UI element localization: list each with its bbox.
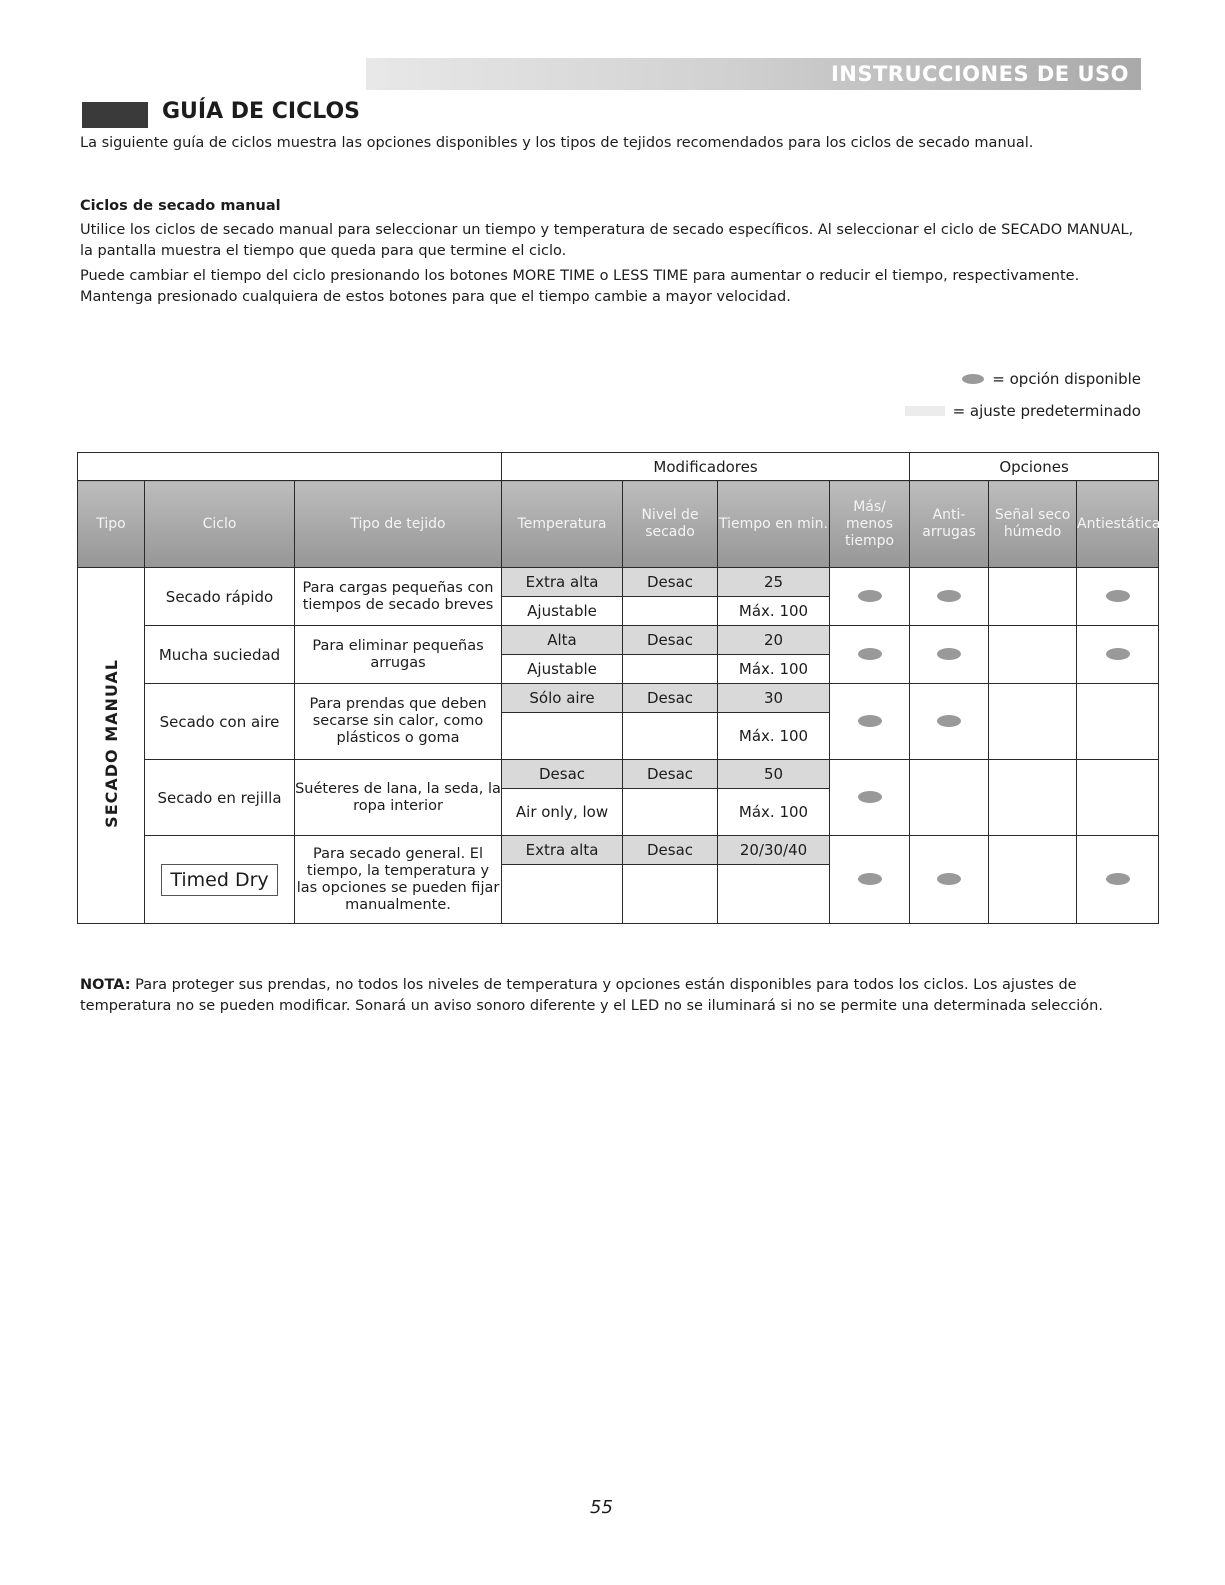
title-marker-block bbox=[82, 102, 148, 128]
legend-default-label: = ajuste predeterminado bbox=[952, 402, 1141, 420]
time-range: Máx. 100 bbox=[718, 597, 830, 626]
time-range: Máx. 100 bbox=[718, 655, 830, 684]
more-less-time-cell bbox=[830, 760, 910, 836]
default-shade-icon bbox=[905, 406, 945, 416]
available-dot-icon bbox=[937, 873, 961, 885]
header-anti-arrugas: Anti-arrugas bbox=[910, 481, 989, 568]
column-header-row bbox=[78, 481, 1159, 568]
time-range bbox=[718, 865, 830, 924]
table-row bbox=[78, 568, 1159, 597]
section-header-text: INSTRUCCIONES DE USO bbox=[830, 62, 1129, 86]
time-default: 20/30/40 bbox=[718, 836, 830, 865]
temperature-range bbox=[502, 713, 623, 760]
legend-available bbox=[962, 370, 1141, 388]
time-default: 20 bbox=[718, 626, 830, 655]
dry-level-default: Desac bbox=[623, 760, 718, 789]
cycle-name-cell bbox=[145, 836, 295, 924]
table-row bbox=[78, 836, 1159, 865]
tipo-label: SECADO MANUAL bbox=[101, 659, 121, 828]
more-less-time-cell bbox=[830, 626, 910, 684]
fabric-description: Para cargas pequeñas con tiempos de secado breves bbox=[295, 568, 502, 626]
temperature-default: Desac bbox=[502, 760, 623, 789]
more-less-time-cell bbox=[830, 836, 910, 924]
cycle-name: Mucha suciedad bbox=[145, 626, 295, 684]
fabric-description: Para secado general. El tiempo, la temperatura y las opciones se pueden fijar manualmente. bbox=[295, 836, 502, 924]
page-number: 55 bbox=[590, 1497, 613, 1518]
table-row bbox=[78, 626, 1159, 655]
time-default: 25 bbox=[718, 568, 830, 597]
wrinkle-guard-cell bbox=[910, 568, 989, 626]
legend-default bbox=[905, 402, 1141, 420]
dry-level-range bbox=[623, 655, 718, 684]
dry-level-range bbox=[623, 789, 718, 836]
header-senal-seco-humedo: Señal seco húmedo bbox=[989, 481, 1077, 568]
damp-signal-cell bbox=[989, 760, 1077, 836]
temperature-default: Extra alta bbox=[502, 568, 623, 597]
damp-signal-cell bbox=[989, 684, 1077, 760]
fabric-description: Para eliminar pequeñas arrugas bbox=[295, 626, 502, 684]
group-opciones: Opciones bbox=[910, 453, 1159, 481]
header-temperatura: Temperatura bbox=[502, 481, 623, 568]
available-dot-icon bbox=[858, 648, 882, 660]
time-default: 30 bbox=[718, 684, 830, 713]
available-dot-icon bbox=[937, 715, 961, 727]
timed-dry-label: Timed Dry bbox=[161, 864, 277, 896]
group-empty-cell bbox=[78, 453, 502, 481]
header-tipo-de-tejido: Tipo de tejido bbox=[295, 481, 502, 568]
intro-text: La siguiente guía de ciclos muestra las opciones disponibles y los tipos de tejidos recomendados para los ciclos de secado manual. bbox=[80, 135, 1034, 151]
note-label: NOTA: bbox=[80, 977, 131, 993]
note-paragraph bbox=[80, 975, 1160, 1017]
anti-static-cell bbox=[1077, 568, 1159, 626]
temperature-default: Sólo aire bbox=[502, 684, 623, 713]
available-dot-icon bbox=[858, 791, 882, 803]
temperature-range: Ajustable bbox=[502, 597, 623, 626]
cycle-name: Secado rápido bbox=[145, 568, 295, 626]
fabric-description: Suéteres de lana, la seda, la ropa interior bbox=[295, 760, 502, 836]
manual-cycles-paragraph-1: Utilice los ciclos de secado manual para seleccionar un tiempo y temperatura de secado específicos. Al seleccionar el ciclo de SECADO MANUAL, la pantalla muestra el tiempo que queda para que termine el ciclo. bbox=[80, 222, 1134, 259]
available-dot-icon bbox=[1106, 648, 1130, 660]
header-ciclo: Ciclo bbox=[145, 481, 295, 568]
dry-level-default: Desac bbox=[623, 626, 718, 655]
manual-cycles-paragraph-2: Puede cambiar el tiempo del ciclo presionando los botones MORE TIME o LESS TIME para aumentar o reducir el tiempo, respectivamente. Mantenga presionado cualquiera de estos botones para que el tiempo cambie a mayor velocidad. bbox=[80, 268, 1080, 305]
anti-static-cell bbox=[1077, 626, 1159, 684]
header-tiempo: Tiempo en min. bbox=[718, 481, 830, 568]
dry-level-default: Desac bbox=[623, 684, 718, 713]
header-mas-menos-tiempo: Más/ menos tiempo bbox=[830, 481, 910, 568]
dry-level-range bbox=[623, 713, 718, 760]
wrinkle-guard-cell bbox=[910, 626, 989, 684]
page-title: GUÍA DE CICLOS bbox=[162, 99, 360, 124]
cycle-name: Secado en rejilla bbox=[145, 760, 295, 836]
group-modificadores: Modificadores bbox=[502, 453, 910, 481]
wrinkle-guard-cell bbox=[910, 684, 989, 760]
cycle-guide-table bbox=[77, 452, 1159, 924]
section-header-band bbox=[366, 58, 1141, 90]
wrinkle-guard-cell bbox=[910, 836, 989, 924]
damp-signal-cell bbox=[989, 626, 1077, 684]
available-dot-icon bbox=[858, 590, 882, 602]
available-dot-icon bbox=[937, 648, 961, 660]
available-dot-icon bbox=[858, 873, 882, 885]
manual-cycles-heading: Ciclos de secado manual bbox=[80, 198, 281, 214]
more-less-time-cell bbox=[830, 684, 910, 760]
note-text: Para proteger sus prendas, no todos los niveles de temperatura y opciones están disponibles para todos los ciclos. Los ajustes de temperatura no se pueden modificar. Sonará un aviso sonoro diferente y el LED no se iluminará si no se permite una determinada selección. bbox=[80, 977, 1103, 1014]
damp-signal-cell bbox=[989, 836, 1077, 924]
time-default: 50 bbox=[718, 760, 830, 789]
cycle-name: Secado con aire bbox=[145, 684, 295, 760]
fabric-description: Para prendas que deben secarse sin calor, como plásticos o goma bbox=[295, 684, 502, 760]
available-dot-icon bbox=[1106, 873, 1130, 885]
anti-static-cell bbox=[1077, 684, 1159, 760]
dry-level-default: Desac bbox=[623, 568, 718, 597]
available-dot-icon bbox=[858, 715, 882, 727]
available-dot-icon bbox=[937, 590, 961, 602]
table-row bbox=[78, 684, 1159, 713]
temperature-range: Air only, low bbox=[502, 789, 623, 836]
header-nivel-de-secado: Nivel de secado bbox=[623, 481, 718, 568]
header-tipo: Tipo bbox=[78, 481, 145, 568]
wrinkle-guard-cell bbox=[910, 760, 989, 836]
temperature-default: Alta bbox=[502, 626, 623, 655]
legend-available-label: = opción disponible bbox=[992, 370, 1141, 388]
available-dot-icon bbox=[962, 374, 984, 384]
available-dot-icon bbox=[1106, 590, 1130, 602]
anti-static-cell bbox=[1077, 836, 1159, 924]
header-antiestatica: Antiestática bbox=[1077, 481, 1159, 568]
table-row bbox=[78, 760, 1159, 789]
time-range: Máx. 100 bbox=[718, 789, 830, 836]
dry-level-range bbox=[623, 865, 718, 924]
temperature-default: Extra alta bbox=[502, 836, 623, 865]
anti-static-cell bbox=[1077, 760, 1159, 836]
dry-level-default: Desac bbox=[623, 836, 718, 865]
temperature-range: Ajustable bbox=[502, 655, 623, 684]
more-less-time-cell bbox=[830, 568, 910, 626]
damp-signal-cell bbox=[989, 568, 1077, 626]
tipo-cell bbox=[78, 568, 145, 924]
time-range: Máx. 100 bbox=[718, 713, 830, 760]
dry-level-range bbox=[623, 597, 718, 626]
temperature-range bbox=[502, 865, 623, 924]
